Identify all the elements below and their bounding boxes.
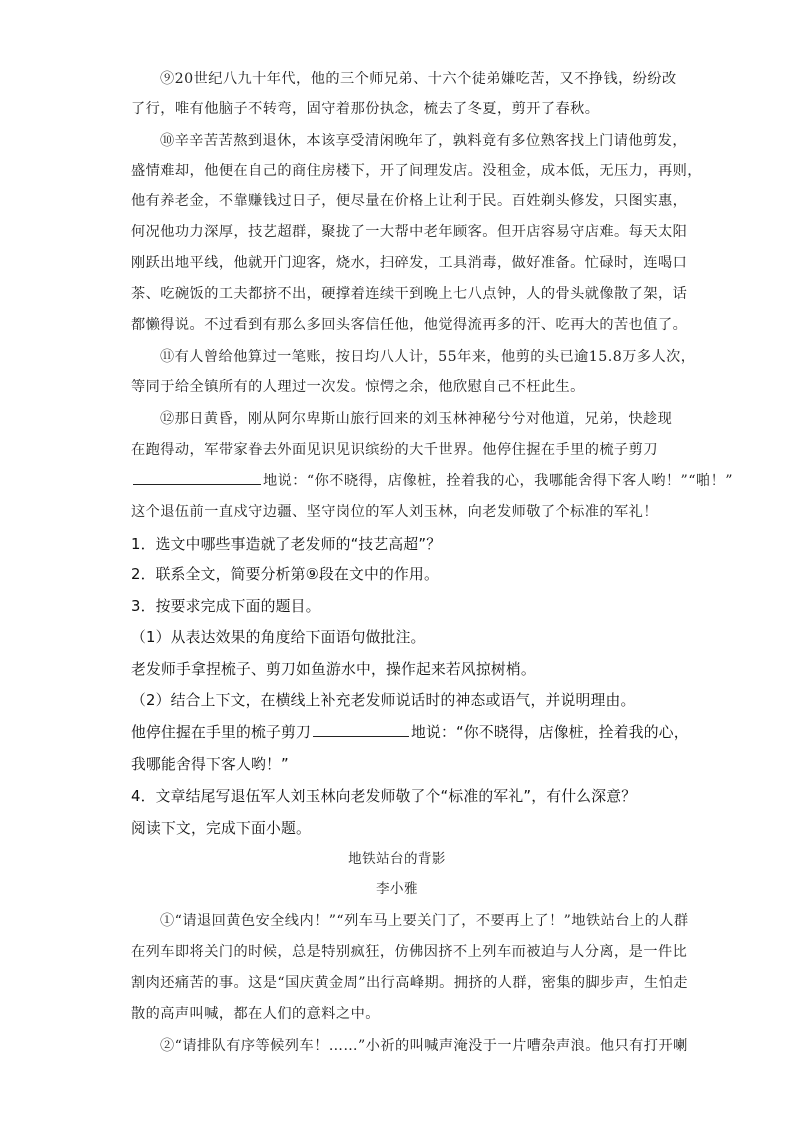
question-3-2-line-2: 我哪能舍得下客人哟！” xyxy=(131,756,289,773)
p10-line-3: 他有养老金，不靠赚钱过日子，便尽量在价格上让利于民。百姓剃头修发，只图实惠， xyxy=(131,193,688,209)
passage-title: 地铁站台的背影 xyxy=(348,851,446,867)
question-3: 3．按要求完成下面的题目。 xyxy=(131,598,321,615)
p2-1-line-3: 割肉还痛苦的事。这是“国庆黄金周”出行高峰期。拥挤的人群，密集的脚步声，生怕走 xyxy=(131,975,688,991)
question-3-2-text-a: 他停住握在手里的梳子剪刀 xyxy=(131,724,311,741)
question-1: 1．选文中哪些事造就了老发师的“技艺高超”？ xyxy=(131,536,442,553)
p10-line-6: 茶、吃碗饭的工夫都挤不出，硬撑着连续干到晚上七八点钟，人的骨头就像散了架，话 xyxy=(131,286,688,302)
question-3-1: （1）从表达效果的角度给下面语句做批注。 xyxy=(131,629,426,646)
p11-line-2: 等同于给全镇所有的人理过一次发。惊愕之余，他欣慰自己不枉此生。 xyxy=(131,379,585,395)
p10-line-1: ⑩辛辛苦苦熬到退休，本该享受清闲晚年了，孰料竟有多位熟客找上门请他剪发， xyxy=(160,133,687,149)
p2-1-line-1: ①“请退回黄色安全线内！”“列车马上要关门了，不要再上了！”地铁站台上的人群 xyxy=(160,913,689,929)
p11-line-1: ⑪有人曾给他算过一笔账，按日均八人计，55年来，他剪的头已逾15.8万多人次， xyxy=(160,349,696,365)
p10-line-2: 盛情难却，他便在自己的商住房楼下，开了间理发店。没租金，成本低，无压力，再则， xyxy=(131,163,702,179)
p2-2-line-1: ②“请排队有序等候列车！……”小祈的叫喊声淹没于一片嘈杂声浪。他只有打开喇 xyxy=(160,1038,688,1054)
passage-author: 李小雅 xyxy=(376,881,418,897)
p10-line-5: 刚跃出地平线，他就开门迎客，烧水，扫碎发，工具消毒，做好准备。忙碌时，连喝口 xyxy=(131,255,688,271)
p12-line-1: ⑫那日黄昏，刚从阿尔卑斯山旅行回来的刘玉林神秘兮兮对他道，兄弟，快趁现 xyxy=(160,411,673,427)
read-next-instruction: 阅读下文，完成下面小题。 xyxy=(131,820,311,837)
p2-1-line-4: 散的高声叫喊，都在人们的意料之中。 xyxy=(131,1006,380,1022)
question-3-2-line-1 xyxy=(131,724,689,742)
question-3-1-sentence: 老发师手拿捏梳子、剪刀如鱼游水中，操作起来若风掠树梢。 xyxy=(131,661,536,678)
p12-line-4: 这个退伍前一直戍守边疆、坚守岗位的军人刘玉林，向老发师敬了个标准的军礼！ xyxy=(131,504,658,520)
p2-1-line-2: 在列车即将关门的时候，总是特别疯狂，仿佛因挤不上列车而被迫与人分离，是一件比 xyxy=(131,944,688,960)
p9-line-2: 了行，唯有他脑子不转弯，固守着那份执念，梳去了冬夏，剪开了春秋。 xyxy=(131,101,600,117)
p10-line-4: 何况他功力深厚，技艺超群，聚拢了一大帮中老年顾客。但开店容易守店难。每天太阳 xyxy=(131,224,688,240)
question-2: 2．联系全文，简要分析第⑨段在文中的作用。 xyxy=(131,566,440,583)
question-4: 4．文章结尾写退伍军人刘玉林向老发师敬了个“标准的军礼”，有什么深意？ xyxy=(131,788,637,805)
p10-line-7: 都懒得说。不过看到有那么多回头客信任他，他觉得流再多的汗、吃再大的苦也值了。 xyxy=(131,317,688,333)
question-3-2: （2）结合上下文，在横线上补充老发师说话时的神态或语气，并说明理由。 xyxy=(131,692,636,709)
p9-line-1: ⑨20世纪八九十年代，他的三个师兄弟、十六个徒弟嫌吃苦，又不挣钱，纷纷改 xyxy=(160,71,677,87)
p12-line-3-text: 地说：“你不晓得，店像桩，拴着我的心，我哪能舍得下客人哟！”“啪！” xyxy=(263,473,733,489)
question-3-2-text-b: 地说：“你不晓得，店像桩，拴着我的心， xyxy=(410,724,689,741)
p12-line-3 xyxy=(131,472,733,490)
answer-blank-2[interactable] xyxy=(313,724,409,737)
answer-blank[interactable] xyxy=(133,472,261,485)
p12-line-2: 在跑得动，军带家眷去外面见识见识缤纷的大千世界。他停住握在手里的梳子剪刀 xyxy=(131,442,658,458)
